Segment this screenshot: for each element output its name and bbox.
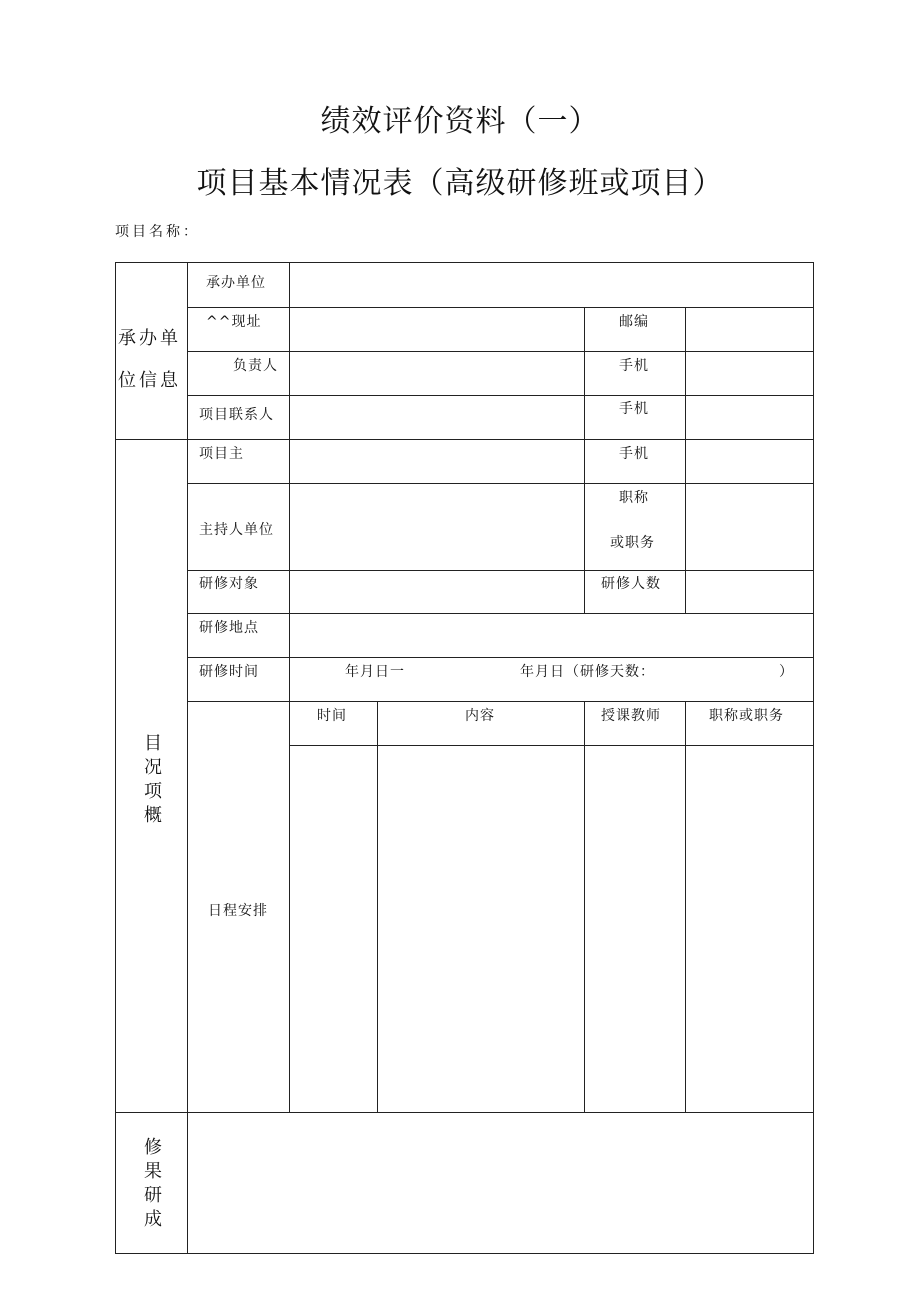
section-unit-info-line1: 承办单	[118, 328, 181, 349]
label-mobile-leader: 手机	[619, 358, 649, 374]
label-time: 研修时间	[199, 664, 259, 680]
section-unit-info-line2: 位信息	[118, 370, 181, 391]
label-contact: 项目联系人	[199, 407, 274, 423]
label-title-post-line2: 或职务	[610, 535, 655, 551]
label-mobile-contact: 手机	[619, 401, 649, 417]
label-location: 研修地点	[199, 620, 259, 636]
label-project-host: 项目主	[199, 446, 244, 462]
label-host-unit: 承办单位	[206, 275, 266, 291]
schedule-col-time: 时间	[317, 708, 347, 724]
label-postcode: 邮编	[619, 314, 649, 330]
label-date-from: 年月日一	[345, 664, 405, 680]
document-title: 绩效评价资料（一）	[320, 104, 600, 139]
label-trainees: 研修对象	[199, 576, 259, 592]
section-overview: 目况项概	[144, 733, 162, 826]
section-results: 修果研成	[144, 1137, 162, 1230]
schedule-col-content: 内容	[465, 708, 495, 724]
label-address: ^^现址	[206, 314, 262, 330]
label-host-unit-person: 主持人单位	[199, 522, 274, 538]
label-mobile-host: 手机	[619, 446, 649, 462]
label-trainee-count: 研修人数	[601, 576, 661, 592]
label-date-close: ）	[779, 664, 794, 680]
document-subtitle: 项目基本情况表（高级研修班或项目）	[196, 166, 724, 201]
label-leader: 负责人	[233, 358, 278, 374]
label-schedule: 日程安排	[208, 903, 268, 919]
label-date-to: 年月日（研修天数：	[520, 664, 655, 680]
schedule-col-title-post: 职称或职务	[709, 708, 784, 724]
project-name-label: 项目名称：	[115, 224, 200, 240]
schedule-col-teacher: 授课教师	[601, 708, 661, 724]
label-title-post-line1: 职称	[619, 490, 649, 506]
